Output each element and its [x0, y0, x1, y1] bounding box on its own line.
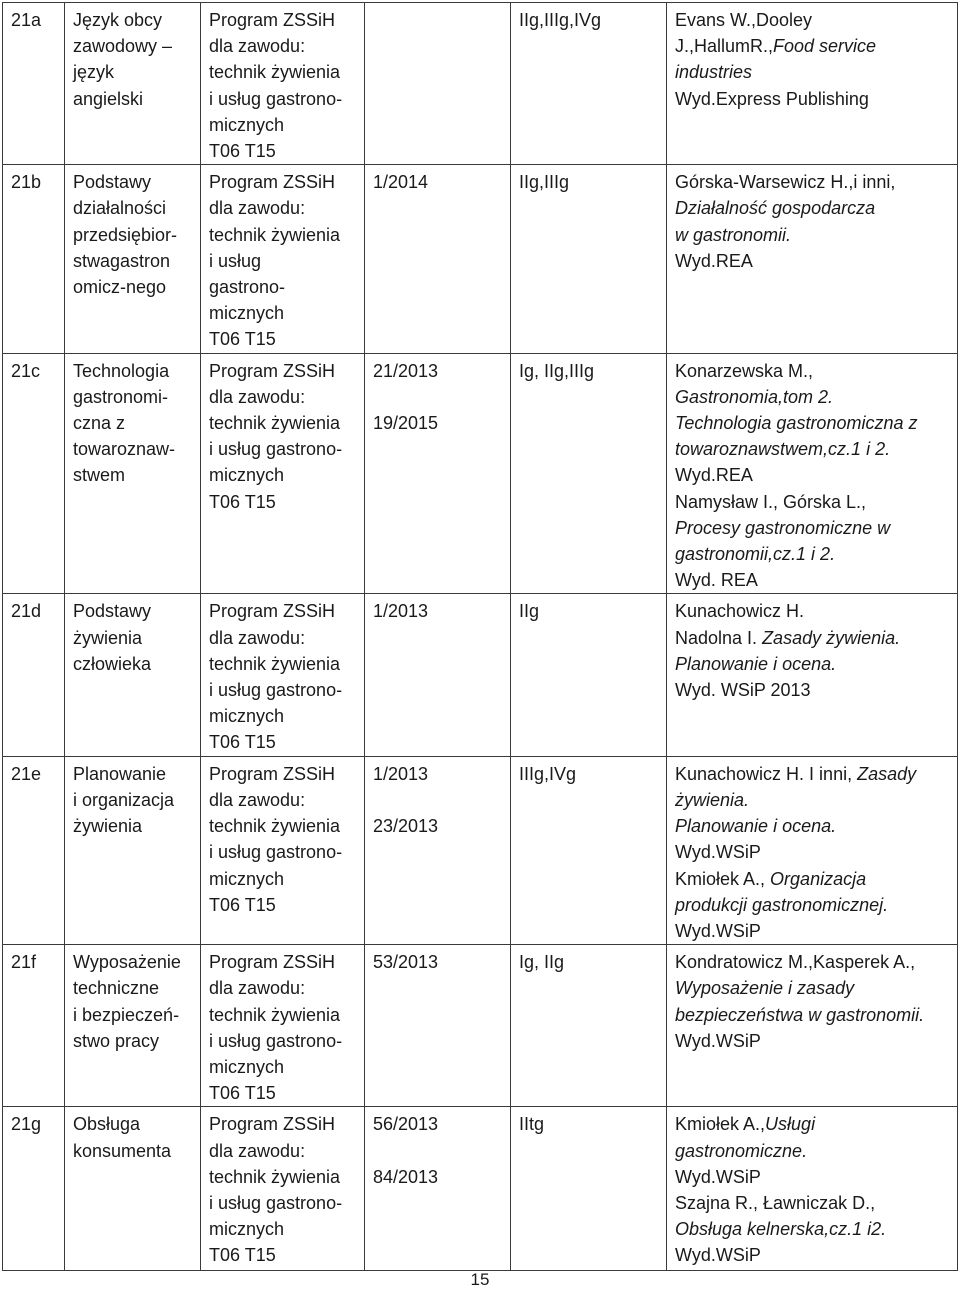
program-number: 21/2013	[373, 360, 439, 381]
spacer	[373, 1138, 504, 1164]
textbook-entry	[675, 1111, 951, 1190]
textbook-author-publisher: Kunachowicz H.	[675, 601, 805, 622]
row-id-cell: 21b	[3, 165, 65, 353]
textbook-title: Wyposażenie i zasady bezpieczeństwa w gastronomii.	[675, 978, 925, 1025]
textbook-title: Zasady żywienia. Planowanie i ocena.	[675, 627, 901, 674]
textbooks-cell	[667, 1107, 958, 1271]
textbook-title: Usługi gastronomiczne.	[675, 1114, 816, 1161]
textbook-title: Obsługa kelnerska,cz.1 i2.	[675, 1219, 887, 1240]
textbook-author-publisher: Evans W.,Dooley J.,HallumR.,	[675, 10, 813, 57]
textbook-author-publisher: Wyd.Express Publishing	[675, 88, 869, 109]
textbook-entry	[675, 761, 951, 866]
textbook-author-publisher: Kunachowicz H. I inni,	[675, 763, 858, 784]
textbooks-cell	[667, 165, 958, 353]
textbook-title: Food service industries	[675, 36, 877, 83]
textbook-author-publisher: Namysław I., Górska L.,	[675, 491, 867, 512]
program-number: 1/2013	[373, 763, 429, 784]
row-id-cell: 21e	[3, 756, 65, 944]
program-number-cell	[365, 756, 511, 944]
subject-cell: Podstawy żywienia człowieka	[65, 594, 201, 756]
table-row	[3, 594, 958, 756]
program-number-cell	[365, 353, 511, 594]
program-cell: Program ZSSiH dla zawodu: technik żywienia i usług gastrono- micznych T06 T15	[201, 165, 365, 353]
program-number: 23/2013	[373, 815, 439, 836]
classes-cell: IIg,IIIg,IVg	[511, 3, 667, 165]
subject-cell: Obsługa konsumenta	[65, 1107, 201, 1271]
spacer	[373, 384, 504, 410]
textbooks-cell	[667, 3, 958, 165]
classes-cell: Ig, IIg	[511, 945, 667, 1107]
textbook-title: Działalność gospodarcza w gastronomii.	[675, 198, 876, 245]
row-id-cell: 21a	[3, 3, 65, 165]
textbook-author-publisher: Konarzewska M.,	[675, 360, 814, 381]
textbook-entry	[675, 1190, 951, 1269]
program-number: 19/2015	[373, 412, 439, 433]
textbook-author-publisher: Wyd.WSiP	[675, 1245, 761, 1266]
row-id-cell: 21d	[3, 594, 65, 756]
textbook-author-publisher: Kondratowicz M.,Kasperek A.,	[675, 952, 916, 973]
classes-cell: IIIg,IVg	[511, 756, 667, 944]
textbook-title: Zasady żywienia. Planowanie i ocena.	[675, 763, 917, 837]
table-row	[3, 165, 958, 353]
subject-cell: Język obcy zawodowy – język angielski	[65, 3, 201, 165]
program-number-cell	[365, 3, 511, 165]
textbook-author-publisher: Wyd. REA	[675, 570, 758, 591]
textbooks-cell	[667, 945, 958, 1107]
table-row	[3, 353, 958, 594]
curriculum-table	[2, 2, 958, 1271]
textbook-entry	[675, 625, 951, 704]
textbook-author-publisher: Szajna R., Ławniczak D.,	[675, 1192, 876, 1213]
textbook-author-publisher: Wyd. WSiP 2013	[675, 680, 811, 701]
textbook-title: Organizacja produkcji gastronomicznej.	[675, 868, 889, 915]
textbook-author-publisher: Górska-Warsewicz H.,i inni,	[675, 172, 896, 193]
classes-cell: IItg	[511, 1107, 667, 1271]
classes-cell: IIg,IIIg	[511, 165, 667, 353]
program-number-cell	[365, 1107, 511, 1271]
textbook-author-publisher: Wyd.WSiP	[675, 1030, 761, 1051]
textbooks-cell	[667, 353, 958, 594]
textbooks-cell	[667, 594, 958, 756]
table-body	[3, 3, 958, 1271]
classes-cell: IIg	[511, 594, 667, 756]
textbook-author-publisher: Wyd.WSiP	[675, 1166, 761, 1187]
program-number-cell	[365, 165, 511, 353]
program-number: 1/2013	[373, 601, 429, 622]
table-row	[3, 3, 958, 165]
program-number-cell	[365, 594, 511, 756]
textbook-author-publisher: Wyd.REA	[675, 250, 753, 271]
classes-cell: Ig, IIg,IIIg	[511, 353, 667, 594]
program-cell: Program ZSSiH dla zawodu: technik żywienia i usług gastrono- micznych T06 T15	[201, 3, 365, 165]
program-number: 53/2013	[373, 952, 439, 973]
table-row	[3, 1107, 958, 1271]
spacer	[373, 787, 504, 813]
textbook-entry	[675, 358, 951, 489]
program-number: 56/2013	[373, 1114, 439, 1135]
table-row	[3, 756, 958, 944]
textbooks-cell	[667, 756, 958, 944]
page-number: 15	[470, 1270, 490, 1289]
textbook-entry	[675, 949, 951, 1054]
textbook-entry	[675, 489, 951, 594]
row-id-cell: 21f	[3, 945, 65, 1107]
textbook-title: Procesy gastronomiczne w gastronomii,cz.1 i 2.	[675, 517, 891, 565]
subject-cell: Technologia gastronomi- czna z towaroznaw- stwem	[65, 353, 201, 594]
program-cell: Program ZSSiH dla zawodu: technik żywienia i usług gastrono- micznych T06 T15	[201, 1107, 365, 1271]
program-cell: Program ZSSiH dla zawodu: technik żywienia i usług gastrono- micznych T06 T15	[201, 756, 365, 944]
table-row	[3, 945, 958, 1107]
subject-cell: Planowanie i organizacja żywienia	[65, 756, 201, 944]
textbook-entry	[675, 866, 951, 945]
subject-cell: Podstawy działalności przedsiębior- stwagastron omicz-nego	[65, 165, 201, 353]
row-id-cell: 21c	[3, 353, 65, 594]
program-number: 1/2014	[373, 172, 429, 193]
subject-cell: Wyposażenie techniczne i bezpieczeń- stwo pracy	[65, 945, 201, 1107]
program-cell: Program ZSSiH dla zawodu: technik żywienia i usług gastrono- micznych T06 T15	[201, 945, 365, 1107]
textbook-author-publisher: Nadolna I.	[675, 627, 763, 648]
textbook-entry	[675, 598, 951, 624]
program-cell: Program ZSSiH dla zawodu: technik żywienia i usług gastrono- micznych T06 T15	[201, 594, 365, 756]
program-number-cell	[365, 945, 511, 1107]
row-id-cell: 21g	[3, 1107, 65, 1271]
textbook-entry	[675, 169, 951, 274]
textbook-author-publisher: Kmiołek A.,	[675, 868, 771, 889]
textbook-author-publisher: Kmiołek A.,	[675, 1114, 766, 1135]
program-cell: Program ZSSiH dla zawodu: technik żywienia i usług gastrono- micznych T06 T15	[201, 353, 365, 594]
textbook-author-publisher: Wyd.WSiP	[675, 842, 761, 863]
textbook-entry	[675, 7, 951, 112]
textbook-title: Gastronomia,tom 2. Technologia gastronomiczna z towaroznawstwem,cz.1 i 2.	[675, 386, 918, 460]
program-number: 84/2013	[373, 1166, 439, 1187]
textbook-author-publisher: Wyd.REA	[675, 465, 753, 486]
textbook-author-publisher: Wyd.WSiP	[675, 920, 761, 941]
